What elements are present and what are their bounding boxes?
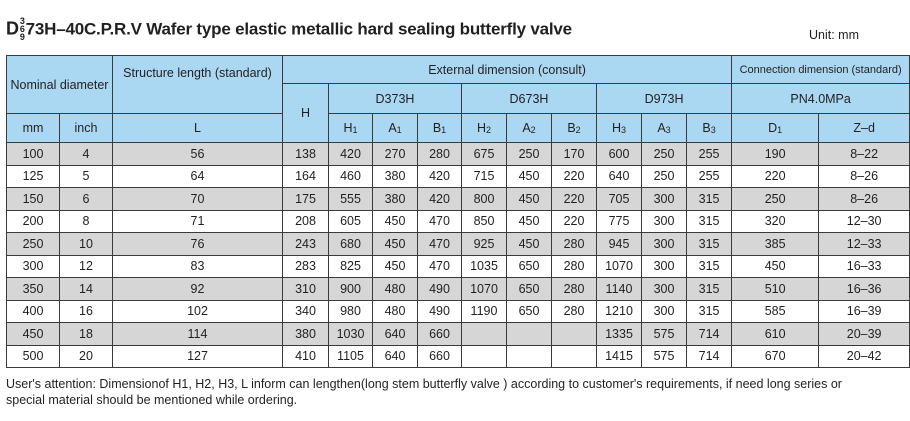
cell-h: 175 — [283, 188, 329, 211]
cell-mm: 150 — [7, 188, 60, 211]
header-b1: B1 — [418, 114, 462, 143]
cell-b3: 714 — [687, 323, 732, 346]
cell-h1: 980 — [329, 300, 373, 323]
title-rest: 73H–40C.P.R.V Wafer type elastic metallic hard sealing butterfly valve — [25, 19, 572, 39]
cell-b2: 220 — [552, 210, 597, 233]
cell-b2 — [552, 345, 597, 368]
cell-h: 138 — [283, 143, 329, 166]
cell-h1: 1030 — [329, 323, 373, 346]
table-row — [7, 210, 910, 233]
cell-mm: 500 — [7, 345, 60, 368]
cell-h: 380 — [283, 323, 329, 346]
cell-h3: 775 — [597, 210, 642, 233]
header-structure-length: Structure length (standard) — [113, 56, 283, 114]
header-d673h: D673H — [462, 84, 597, 114]
cell-h2 — [462, 345, 507, 368]
table-row — [7, 323, 910, 346]
cell-a2: 450 — [507, 188, 552, 211]
cell-h1: 460 — [329, 165, 373, 188]
cell-inch: 4 — [60, 143, 113, 166]
cell-a1: 640 — [373, 345, 418, 368]
cell-d1: 250 — [732, 188, 819, 211]
cell-a3: 300 — [642, 278, 687, 301]
cell-b3: 315 — [687, 300, 732, 323]
cell-zd: 16–36 — [819, 278, 910, 301]
cell-h3: 640 — [597, 165, 642, 188]
header-connection-dimension: Connection dimension (standard) — [732, 56, 910, 84]
cell-b3: 255 — [687, 165, 732, 188]
table-row — [7, 278, 910, 301]
cell-b2: 170 — [552, 143, 597, 166]
header-d1: D1 — [732, 114, 819, 143]
cell-zd: 8–26 — [819, 165, 910, 188]
cell-mm: 200 — [7, 210, 60, 233]
cell-d1: 510 — [732, 278, 819, 301]
cell-a2: 650 — [507, 255, 552, 278]
header-h2: H2 — [462, 114, 507, 143]
cell-h1: 555 — [329, 188, 373, 211]
cell-mm: 450 — [7, 323, 60, 346]
header-a3: A3 — [642, 114, 687, 143]
cell-inch: 16 — [60, 300, 113, 323]
cell-b1: 490 — [418, 278, 462, 301]
table-row — [7, 345, 910, 368]
cell-h1: 420 — [329, 143, 373, 166]
cell-a2: 250 — [507, 143, 552, 166]
cell-inch: 12 — [60, 255, 113, 278]
cell-d1: 585 — [732, 300, 819, 323]
cell-zd: 12–30 — [819, 210, 910, 233]
header-a1: A1 — [373, 114, 418, 143]
header-d373h: D373H — [329, 84, 462, 114]
cell-h1: 825 — [329, 255, 373, 278]
cell-mm: 100 — [7, 143, 60, 166]
cell-a3: 300 — [642, 210, 687, 233]
page-title — [6, 18, 572, 42]
cell-h2: 1190 — [462, 300, 507, 323]
cell-a1: 270 — [373, 143, 418, 166]
cell-l: 56 — [113, 143, 283, 166]
cell-inch: 18 — [60, 323, 113, 346]
cell-a3: 575 — [642, 345, 687, 368]
cell-d1: 220 — [732, 165, 819, 188]
header-mm: mm — [7, 114, 60, 143]
cell-inch: 20 — [60, 345, 113, 368]
cell-l: 127 — [113, 345, 283, 368]
cell-h1: 605 — [329, 210, 373, 233]
cell-a2: 450 — [507, 165, 552, 188]
cell-h2: 850 — [462, 210, 507, 233]
cell-b1: 660 — [418, 345, 462, 368]
cell-a2: 450 — [507, 233, 552, 256]
cell-d1: 320 — [732, 210, 819, 233]
cell-b2: 280 — [552, 278, 597, 301]
cell-l: 76 — [113, 233, 283, 256]
cell-h2: 1070 — [462, 278, 507, 301]
cell-l: 64 — [113, 165, 283, 188]
table-row — [7, 143, 910, 166]
unit-label: Unit: mm — [809, 28, 859, 42]
header-d973h: D973H — [597, 84, 732, 114]
cell-d1: 610 — [732, 323, 819, 346]
cell-b2: 220 — [552, 165, 597, 188]
cell-a3: 300 — [642, 233, 687, 256]
cell-h: 410 — [283, 345, 329, 368]
cell-a1: 380 — [373, 165, 418, 188]
cell-a1: 480 — [373, 300, 418, 323]
cell-h2: 675 — [462, 143, 507, 166]
header-inch: inch — [60, 114, 113, 143]
cell-mm: 400 — [7, 300, 60, 323]
header-pn: PN4.0MPa — [732, 84, 910, 114]
cell-l: 71 — [113, 210, 283, 233]
cell-d1: 190 — [732, 143, 819, 166]
cell-h2 — [462, 323, 507, 346]
cell-b1: 490 — [418, 300, 462, 323]
header-h: H — [283, 84, 329, 143]
cell-h1: 900 — [329, 278, 373, 301]
cell-h1: 680 — [329, 233, 373, 256]
cell-b2 — [552, 323, 597, 346]
cell-h3: 1335 — [597, 323, 642, 346]
cell-zd: 16–33 — [819, 255, 910, 278]
header-h1: H1 — [329, 114, 373, 143]
cell-b1: 420 — [418, 165, 462, 188]
title-prefix: D — [6, 18, 19, 39]
cell-b1: 470 — [418, 233, 462, 256]
cell-h2: 1035 — [462, 255, 507, 278]
cell-inch: 14 — [60, 278, 113, 301]
cell-a3: 250 — [642, 143, 687, 166]
cell-b1: 470 — [418, 255, 462, 278]
header-b2: B2 — [552, 114, 597, 143]
cell-a1: 480 — [373, 278, 418, 301]
cell-b3: 255 — [687, 143, 732, 166]
table-row — [7, 165, 910, 188]
cell-h: 243 — [283, 233, 329, 256]
cell-b3: 714 — [687, 345, 732, 368]
dimension-table — [6, 55, 910, 368]
table-row — [7, 300, 910, 323]
title-stack-mid: 6 — [19, 24, 25, 34]
header-zd: Z–d — [819, 114, 910, 143]
cell-b3: 315 — [687, 233, 732, 256]
cell-a3: 575 — [642, 323, 687, 346]
cell-b1: 280 — [418, 143, 462, 166]
cell-b3: 315 — [687, 255, 732, 278]
cell-inch: 6 — [60, 188, 113, 211]
cell-h: 164 — [283, 165, 329, 188]
table-body — [7, 143, 910, 368]
cell-h3: 600 — [597, 143, 642, 166]
title-model-stack — [20, 17, 25, 41]
cell-h3: 1210 — [597, 300, 642, 323]
cell-a2 — [507, 323, 552, 346]
cell-a1: 450 — [373, 210, 418, 233]
title-row — [6, 18, 859, 48]
cell-b3: 315 — [687, 210, 732, 233]
cell-h1: 1105 — [329, 345, 373, 368]
cell-zd: 20–39 — [819, 323, 910, 346]
cell-a3: 300 — [642, 188, 687, 211]
cell-a3: 300 — [642, 255, 687, 278]
cell-h: 208 — [283, 210, 329, 233]
cell-b2: 220 — [552, 188, 597, 211]
cell-h3: 1140 — [597, 278, 642, 301]
table-row — [7, 255, 910, 278]
cell-h2: 715 — [462, 165, 507, 188]
cell-a2: 650 — [507, 278, 552, 301]
cell-b2: 280 — [552, 233, 597, 256]
footnote: User's attention: Dimensionof H1, H2, H3, L inform can lengthen(long stem butterfly valve ) according to customer's requirements, if need long series or special material should be mentioned while ordering. — [6, 377, 842, 407]
header-h3: H3 — [597, 114, 642, 143]
header-l: L — [113, 114, 283, 143]
cell-b3: 315 — [687, 188, 732, 211]
cell-a2: 450 — [507, 210, 552, 233]
cell-zd: 20–42 — [819, 345, 910, 368]
header-b3: B3 — [687, 114, 732, 143]
cell-d1: 670 — [732, 345, 819, 368]
cell-h2: 925 — [462, 233, 507, 256]
header-a2: A2 — [507, 114, 552, 143]
cell-inch: 10 — [60, 233, 113, 256]
cell-h3: 1070 — [597, 255, 642, 278]
table-row — [7, 233, 910, 256]
cell-a3: 300 — [642, 300, 687, 323]
cell-zd: 16–39 — [819, 300, 910, 323]
title-stack-top: 3 — [19, 16, 25, 26]
cell-a2 — [507, 345, 552, 368]
cell-b2: 280 — [552, 300, 597, 323]
cell-mm: 125 — [7, 165, 60, 188]
cell-mm: 250 — [7, 233, 60, 256]
cell-a1: 640 — [373, 323, 418, 346]
cell-b2: 280 — [552, 255, 597, 278]
cell-mm: 300 — [7, 255, 60, 278]
cell-h: 283 — [283, 255, 329, 278]
cell-a1: 380 — [373, 188, 418, 211]
cell-a3: 250 — [642, 165, 687, 188]
header-nominal-diameter: Nominal diameter — [7, 56, 113, 114]
cell-inch: 8 — [60, 210, 113, 233]
cell-l: 92 — [113, 278, 283, 301]
cell-l: 114 — [113, 323, 283, 346]
cell-zd: 8–22 — [819, 143, 910, 166]
cell-h2: 800 — [462, 188, 507, 211]
cell-a1: 450 — [373, 233, 418, 256]
cell-h3: 945 — [597, 233, 642, 256]
cell-d1: 385 — [732, 233, 819, 256]
cell-h: 310 — [283, 278, 329, 301]
cell-b1: 660 — [418, 323, 462, 346]
cell-a1: 450 — [373, 255, 418, 278]
cell-mm: 350 — [7, 278, 60, 301]
cell-b3: 315 — [687, 278, 732, 301]
cell-zd: 8–26 — [819, 188, 910, 211]
table-row — [7, 188, 910, 211]
cell-h3: 705 — [597, 188, 642, 211]
cell-l: 70 — [113, 188, 283, 211]
cell-zd: 12–33 — [819, 233, 910, 256]
cell-inch: 5 — [60, 165, 113, 188]
title-stack-bottom: 9 — [19, 32, 25, 42]
cell-d1: 450 — [732, 255, 819, 278]
cell-l: 102 — [113, 300, 283, 323]
cell-l: 83 — [113, 255, 283, 278]
cell-b1: 470 — [418, 210, 462, 233]
cell-h3: 1415 — [597, 345, 642, 368]
cell-h: 340 — [283, 300, 329, 323]
cell-b1: 420 — [418, 188, 462, 211]
header-external-dimension: External dimension (consult) — [283, 56, 732, 84]
cell-a2: 650 — [507, 300, 552, 323]
